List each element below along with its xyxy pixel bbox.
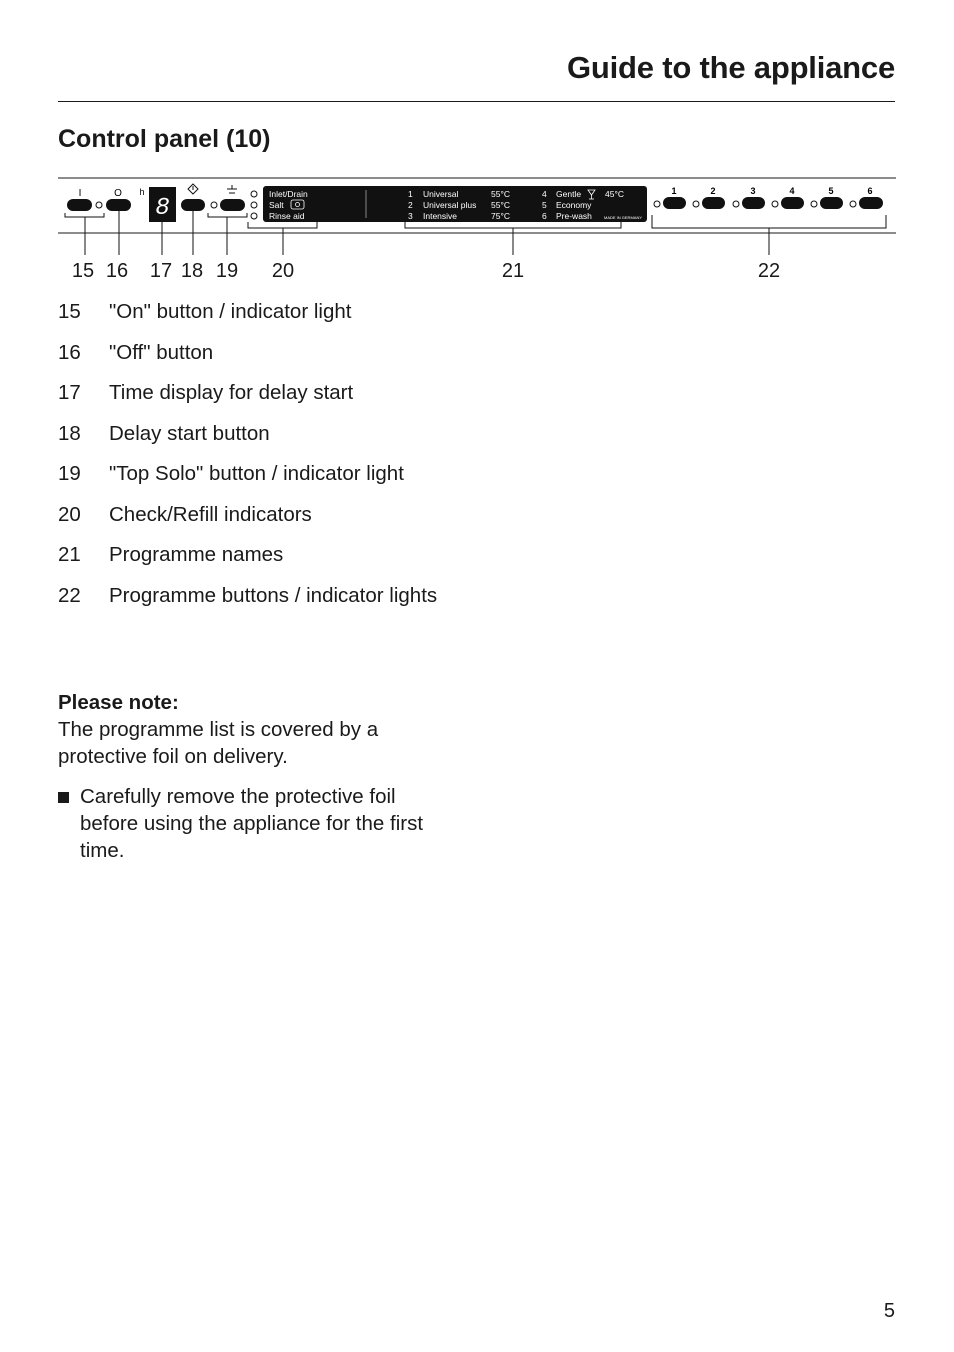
legend-text: "Off" button [109,340,214,364]
page-title: Guide to the appliance [566,50,895,85]
legend-number: 19 [58,462,81,485]
callout-18: 18 [180,260,204,282]
off-symbol-label: O [114,188,122,199]
top-solo-button[interactable] [220,199,245,211]
legend-text: Time display for delay start [109,381,354,404]
callout-17: 17 [149,260,173,282]
programme-button-number: 3 [750,186,756,196]
programme-number: 4 [542,189,547,199]
programme-button-number: 1 [671,186,677,196]
legend-item [58,379,478,406]
programme-buttons [654,186,883,209]
programme-indicator-light [811,201,817,207]
programme-name: Universal plus [423,200,477,210]
programme-name: Economy [556,200,592,210]
callout-19: 19 [215,260,239,282]
programme-button-5[interactable] [820,197,843,209]
programme-name: Gentle [556,189,582,199]
rinse-aid-indicator-light [251,213,257,219]
programme-temperature: 55°C [491,189,510,199]
hour-symbol-label: h [139,187,145,197]
legend-number: 15 [58,300,81,323]
programme-button-number: 2 [710,186,716,196]
control-panel-diagram [58,175,896,285]
programme-names-bracket [405,222,621,228]
legend-text: Delay start button [109,421,270,445]
programme-button-4[interactable] [781,197,804,209]
legend-list [58,298,478,622]
title-divider [58,101,895,102]
on-button[interactable] [67,199,92,211]
programme-button-number: 6 [867,186,873,196]
legend-item [58,501,478,528]
time-display-digit: 8 [155,195,170,222]
callout-15: 15 [71,260,95,282]
legend-item [58,582,478,609]
on-button-bracket [65,213,104,217]
programme-name: Intensive [423,211,458,221]
legend-number: 21 [58,543,81,566]
note-block [58,689,458,864]
note-text: The programme list is covered by a protective foil on delivery. [58,718,379,768]
made-in-label: MADE IN GERMANY [604,215,643,220]
programme-name: Universal [423,189,459,199]
on-indicator-light [96,202,102,208]
legend-text: Check/Refill indicators [109,502,312,526]
callout-21: 21 [501,260,525,282]
delay-start-icon [188,184,198,194]
callout-22: 22 [757,260,781,282]
legend-text: Programme names [109,543,284,566]
programme-number: 3 [408,211,413,221]
legend-text: "Top Solo" button / indicator light [109,462,404,485]
callout-16: 16 [105,260,129,282]
programme-name: Pre-wash [556,211,592,221]
programme-number: 1 [408,189,413,199]
programme-indicator-light [850,201,856,207]
legend-item [58,298,478,325]
top-solo-bracket [208,213,247,217]
page-number: 5 [883,1300,895,1322]
section-heading: Control panel (10) [58,125,271,153]
rinse-aid-label: Rinse aid [269,211,305,221]
legend-item [58,541,478,568]
off-button[interactable] [106,199,131,211]
bullet-square-icon [58,783,80,864]
programme-indicator-light [772,201,778,207]
programme-number: 5 [542,200,547,210]
programme-number: 2 [408,200,413,210]
programme-button-number: 4 [789,186,795,196]
legend-number: 18 [58,421,81,445]
programme-number: 6 [542,211,547,221]
legend-text: "On" button / indicator light [109,300,352,323]
legend-text: Programme buttons / indicator lights [109,583,438,607]
callout-20: 20 [271,260,295,282]
programme-button-2[interactable] [702,197,725,209]
note-heading: Please note: [58,691,179,714]
legend-number: 22 [58,583,81,607]
legend-item [58,339,478,366]
note-bullet-item [58,783,458,864]
legend-number: 16 [58,340,81,364]
programme-temperature: 55°C [491,200,510,210]
legend-number: 20 [58,502,81,526]
programme-button-number: 5 [828,186,834,196]
delay-start-button[interactable] [181,199,205,211]
callout-numbers [58,258,896,284]
salt-label: Salt [269,200,284,210]
programme-temperature: 45°C [605,189,624,199]
programme-button-3[interactable] [742,197,765,209]
legend-item [58,420,478,447]
legend-number: 17 [58,381,81,404]
top-solo-indicator-light [211,202,217,208]
programme-temperature: 75°C [491,211,510,221]
on-symbol-label: I [78,188,82,199]
programme-button-6[interactable] [859,197,883,209]
programme-indicator-light [733,201,739,207]
note-bullet-text: Carefully remove the protective foil before using the appliance for the first time. [80,785,424,862]
legend-item [58,460,478,487]
programme-indicator-light [693,201,699,207]
salt-indicator-light [251,202,257,208]
programme-button-1[interactable] [663,197,686,209]
programme-buttons-bracket [652,215,886,228]
indicators-bracket [248,222,317,228]
inlet-drain-label: Inlet/Drain [269,189,308,199]
top-solo-icon [227,185,237,193]
programme-indicator-light [654,201,660,207]
inlet-drain-indicator-light [251,191,257,197]
